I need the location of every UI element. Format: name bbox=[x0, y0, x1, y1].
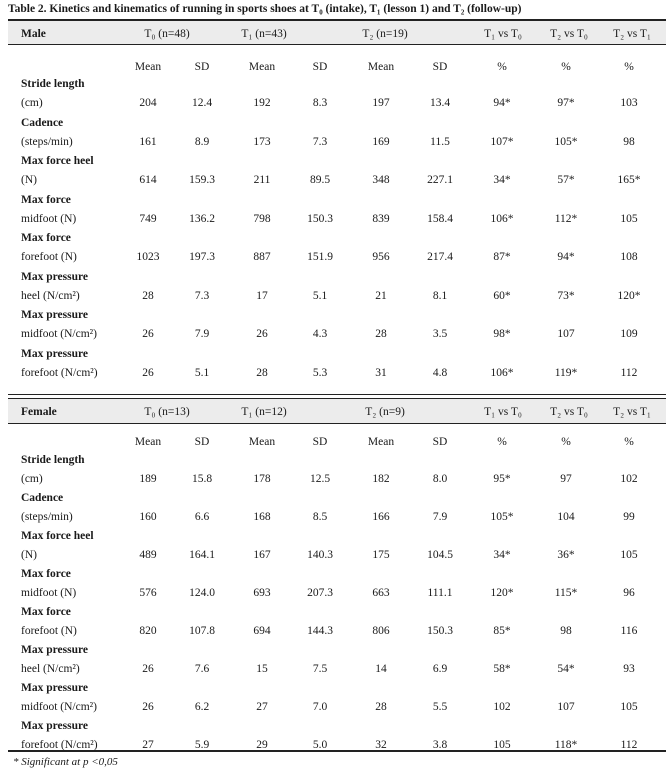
row-label-line: midfoot (N) bbox=[21, 587, 77, 599]
footnote: * Significant at p <0,05 bbox=[13, 756, 118, 768]
table-cell: 31 bbox=[375, 366, 387, 379]
table-cell: 217.4 bbox=[427, 251, 453, 263]
table-cell: 105* bbox=[490, 511, 514, 523]
row-label bbox=[21, 527, 141, 565]
column-subheader: SD bbox=[194, 61, 210, 73]
row-label-line: Max pressure bbox=[21, 682, 88, 694]
table-cell: 107* bbox=[490, 135, 514, 148]
table-cell: 13.4 bbox=[429, 97, 451, 109]
table-cell: 54* bbox=[557, 663, 575, 675]
column-group-header: T₁ (n=12) bbox=[241, 406, 287, 418]
table-cell: 57* bbox=[557, 174, 575, 186]
table-cell: 89.5 bbox=[309, 174, 331, 186]
table-cell: 140.3 bbox=[307, 549, 333, 561]
column-subheader: SD bbox=[312, 436, 328, 448]
row-label-line: Max force bbox=[21, 606, 71, 618]
column-subheader: Mean bbox=[248, 436, 276, 448]
table-cell: 26 bbox=[142, 366, 154, 379]
table-cell: 5.0 bbox=[312, 739, 328, 751]
table-cell: 118* bbox=[554, 739, 578, 751]
row-label-line: Max pressure bbox=[21, 347, 88, 360]
table-cell: 17 bbox=[256, 289, 268, 302]
table-cell: 614 bbox=[139, 174, 157, 186]
table-cell: 189 bbox=[139, 473, 157, 485]
column-subheader: % bbox=[561, 61, 571, 73]
row-label-line: midfoot (N/cm²) bbox=[21, 328, 97, 340]
row-label-line: heel (N/cm²) bbox=[21, 289, 80, 302]
table-cell: 6.2 bbox=[194, 701, 210, 713]
row-label bbox=[21, 345, 141, 383]
table-cell: 105 bbox=[620, 701, 638, 713]
table-cell: 124.0 bbox=[189, 587, 215, 599]
table-cell: 8.9 bbox=[194, 135, 210, 148]
column-subheader: Mean bbox=[367, 61, 395, 73]
table-cell: 169 bbox=[372, 135, 390, 148]
table-cell: 144.3 bbox=[307, 625, 333, 637]
table-cell: 7.3 bbox=[312, 135, 328, 148]
row-label-line: Max pressure bbox=[21, 720, 88, 732]
table-cell: 104.5 bbox=[427, 549, 453, 561]
table-cell: 150.3 bbox=[427, 625, 453, 637]
table-cell: 348 bbox=[372, 174, 390, 186]
table-cell: 749 bbox=[139, 212, 157, 225]
table-cell: 94* bbox=[493, 97, 511, 109]
table-cell: 102 bbox=[620, 473, 638, 485]
table-cell: 26 bbox=[142, 701, 154, 713]
row-label-line: Max force heel bbox=[21, 530, 94, 542]
row-label-line: (cm) bbox=[21, 97, 43, 109]
table-cell: 694 bbox=[253, 625, 271, 637]
table-cell: 5.1 bbox=[312, 289, 328, 302]
table-cell: 119* bbox=[554, 366, 578, 379]
table-cell: 105 bbox=[493, 739, 511, 751]
table-cell: 105* bbox=[554, 135, 578, 148]
table-cell: 29 bbox=[256, 739, 268, 751]
male-header-rule bbox=[8, 44, 666, 45]
table-cell: 28 bbox=[142, 289, 154, 302]
row-label bbox=[21, 603, 141, 641]
table-cell: 106* bbox=[490, 366, 514, 379]
table-cell: 204 bbox=[139, 97, 157, 109]
column-group-header: T₂ vs T₀ bbox=[550, 28, 588, 40]
table-cell: 5.5 bbox=[432, 701, 448, 713]
table-cell: 6.6 bbox=[194, 511, 210, 523]
row-label-line: midfoot (N) bbox=[21, 212, 77, 225]
row-label-line: Max force heel bbox=[21, 155, 94, 167]
table-cell: 197.3 bbox=[189, 251, 215, 263]
row-label bbox=[21, 717, 141, 755]
row-label-line: (steps/min) bbox=[21, 135, 73, 148]
row-label-line: forefoot (N) bbox=[21, 625, 77, 637]
table-cell: 108 bbox=[620, 251, 638, 263]
column-group-header: T₁ (n=43) bbox=[241, 28, 287, 40]
table-cell: 164.1 bbox=[189, 549, 215, 561]
row-label bbox=[21, 152, 141, 190]
row-label-line: Stride length bbox=[21, 454, 85, 466]
table-cell: 93 bbox=[623, 663, 635, 675]
table-cell: 576 bbox=[139, 587, 157, 599]
table-cell: 103 bbox=[620, 97, 638, 109]
table-cell: 8.5 bbox=[312, 511, 328, 523]
female-header-rule bbox=[8, 423, 666, 424]
row-label bbox=[21, 641, 141, 679]
column-subheader: SD bbox=[312, 61, 328, 73]
row-label-line: Max pressure bbox=[21, 270, 88, 283]
table-cell: 663 bbox=[372, 587, 390, 599]
row-label-line: (steps/min) bbox=[21, 511, 73, 523]
section-name: Male bbox=[21, 28, 46, 40]
table-cell: 6.9 bbox=[432, 663, 448, 675]
table-cell: 182 bbox=[372, 473, 390, 485]
table-cell: 26 bbox=[256, 328, 268, 340]
table-cell: 96 bbox=[623, 587, 635, 599]
table-cell: 107 bbox=[557, 701, 575, 713]
table-cell: 36* bbox=[557, 549, 575, 561]
column-group-header: T₂ (n=19) bbox=[362, 28, 408, 40]
table-cell: 120* bbox=[617, 289, 641, 302]
table-cell: 105 bbox=[620, 549, 638, 561]
table-cell: 106* bbox=[490, 212, 514, 225]
table-cell: 111.1 bbox=[427, 587, 453, 599]
table-cell: 7.5 bbox=[312, 663, 328, 675]
row-label-line: heel (N/cm²) bbox=[21, 663, 80, 675]
table-cell: 168 bbox=[253, 511, 271, 523]
table-cell: 175 bbox=[372, 549, 390, 561]
table-cell: 8.1 bbox=[432, 289, 448, 302]
row-label-line: (N) bbox=[21, 549, 37, 561]
table-cell: 99 bbox=[623, 511, 635, 523]
column-subheader: % bbox=[624, 436, 634, 448]
table-cell: 136.2 bbox=[189, 212, 215, 225]
column-subheader: SD bbox=[432, 436, 448, 448]
table-cell: 14 bbox=[375, 663, 387, 675]
column-subheader: Mean bbox=[134, 61, 162, 73]
table-cell: 109 bbox=[620, 328, 638, 340]
column-subheader: Mean bbox=[367, 436, 395, 448]
row-label bbox=[21, 229, 141, 267]
table-cell: 150.3 bbox=[307, 212, 333, 225]
column-subheader: SD bbox=[194, 436, 210, 448]
table-cell: 5.1 bbox=[194, 366, 210, 379]
column-subheader: % bbox=[497, 61, 507, 73]
row-label bbox=[21, 268, 141, 306]
table-cell: 158.4 bbox=[427, 212, 453, 225]
row-label bbox=[21, 679, 141, 717]
table-caption: Table 2. Kinetics and kinematics of running in sports shoes at T₀ (intake), T₁ (lesson 1) and T₂ (follow-up) bbox=[8, 3, 522, 15]
table-cell: 85* bbox=[493, 625, 511, 637]
table-cell: 4.3 bbox=[312, 328, 328, 340]
table-cell: 192 bbox=[253, 97, 271, 109]
table-cell: 28 bbox=[375, 328, 387, 340]
table-cell: 12.5 bbox=[309, 473, 331, 485]
table-cell: 161 bbox=[139, 135, 157, 148]
row-label-line: Max pressure bbox=[21, 309, 88, 321]
table-cell: 173 bbox=[253, 135, 271, 148]
table-cell: 8.3 bbox=[312, 97, 328, 109]
table-cell: 15 bbox=[256, 663, 268, 675]
table-cell: 167 bbox=[253, 549, 271, 561]
table-cell: 120* bbox=[490, 587, 514, 599]
table-cell: 956 bbox=[372, 251, 390, 263]
table-cell: 107 bbox=[557, 328, 575, 340]
male-bottom-rule bbox=[8, 394, 666, 395]
table-cell: 197 bbox=[372, 97, 390, 109]
table-cell: 98 bbox=[623, 135, 635, 148]
table-cell: 693 bbox=[253, 587, 271, 599]
column-group-header: T₂ (n=9) bbox=[365, 406, 405, 418]
table-cell: 5.9 bbox=[194, 739, 210, 751]
table-cell: 7.0 bbox=[312, 701, 328, 713]
table-cell: 5.3 bbox=[312, 366, 328, 379]
table-cell: 98 bbox=[560, 625, 572, 637]
table-cell: 160 bbox=[139, 511, 157, 523]
table-cell: 165* bbox=[617, 174, 641, 186]
table-cell: 11.5 bbox=[430, 135, 450, 148]
table-cell: 178 bbox=[253, 473, 271, 485]
table-cell: 97* bbox=[557, 97, 575, 109]
table-cell: 116 bbox=[620, 625, 638, 637]
table-cell: 8.0 bbox=[432, 473, 448, 485]
table-cell: 798 bbox=[253, 212, 271, 225]
section-name: Female bbox=[21, 406, 57, 418]
row-label-line: Cadence bbox=[21, 116, 64, 129]
row-label bbox=[21, 489, 141, 527]
row-label-line: Stride length bbox=[21, 78, 85, 90]
table-cell: 489 bbox=[139, 549, 157, 561]
table-cell: 887 bbox=[253, 251, 271, 263]
table-cell: 112* bbox=[554, 212, 578, 225]
table-cell: 7.3 bbox=[194, 289, 210, 302]
row-label-line: forefoot (N/cm²) bbox=[21, 739, 98, 751]
row-label-line: forefoot (N) bbox=[21, 251, 77, 263]
table-cell: 3.5 bbox=[432, 328, 448, 340]
column-subheader: SD bbox=[432, 61, 448, 73]
row-label-line: Max pressure bbox=[21, 644, 88, 656]
table-cell: 112 bbox=[620, 366, 638, 379]
row-label bbox=[21, 75, 141, 113]
table-cell: 58* bbox=[493, 663, 511, 675]
row-label bbox=[21, 114, 141, 152]
table-cell: 26 bbox=[142, 328, 154, 340]
table-cell: 21 bbox=[375, 289, 387, 302]
table-cell: 28 bbox=[256, 366, 268, 379]
table-cell: 227.1 bbox=[427, 174, 453, 186]
table-cell: 26 bbox=[142, 663, 154, 675]
row-label-line: midfoot (N/cm²) bbox=[21, 701, 97, 713]
table-cell: 34* bbox=[493, 549, 511, 561]
column-subheader: % bbox=[497, 436, 507, 448]
column-group-header: T₀ (n=13) bbox=[144, 406, 190, 418]
table-cell: 98* bbox=[493, 328, 511, 340]
column-subheader: % bbox=[624, 61, 634, 73]
table-cell: 105 bbox=[620, 212, 638, 225]
row-label-line: forefoot (N/cm²) bbox=[21, 366, 98, 379]
table-cell: 820 bbox=[139, 625, 157, 637]
table-cell: 102 bbox=[493, 701, 511, 713]
row-label-line: (cm) bbox=[21, 473, 43, 485]
table-cell: 3.8 bbox=[432, 739, 448, 751]
row-label-line: Max force bbox=[21, 568, 71, 580]
table-cell: 4.8 bbox=[432, 366, 448, 379]
column-group-header: T₀ (n=48) bbox=[144, 28, 190, 40]
table-cell: 12.4 bbox=[191, 97, 213, 109]
table-cell: 1023 bbox=[136, 251, 160, 263]
column-group-header: T₂ vs T₁ bbox=[613, 28, 651, 40]
table-cell: 28 bbox=[375, 701, 387, 713]
column-subheader: Mean bbox=[134, 436, 162, 448]
row-label bbox=[21, 306, 141, 344]
table-cell: 7.9 bbox=[194, 328, 210, 340]
column-subheader: % bbox=[561, 436, 571, 448]
table-cell: 151.9 bbox=[307, 251, 333, 263]
column-group-header: T₁ vs T₀ bbox=[484, 28, 522, 40]
table-cell: 806 bbox=[372, 625, 390, 637]
table-cell: 211 bbox=[253, 174, 271, 186]
table-cell: 34* bbox=[493, 174, 511, 186]
table-cell: 166 bbox=[372, 511, 390, 523]
row-label-line: (N) bbox=[21, 174, 37, 186]
table-cell: 7.6 bbox=[194, 663, 210, 675]
table-cell: 97 bbox=[560, 473, 572, 485]
table-cell: 112 bbox=[620, 739, 638, 751]
table-cell: 104 bbox=[557, 511, 575, 523]
row-label bbox=[21, 565, 141, 603]
table-cell: 107.8 bbox=[189, 625, 215, 637]
column-group-header: T₂ vs T₁ bbox=[613, 406, 651, 418]
table-cell: 95* bbox=[493, 473, 511, 485]
table-cell: 207.3 bbox=[307, 587, 333, 599]
table-cell: 73* bbox=[557, 289, 575, 302]
row-label bbox=[21, 451, 141, 489]
table-cell: 87* bbox=[493, 251, 511, 263]
column-group-header: T₁ vs T₀ bbox=[484, 406, 522, 418]
table-cell: 839 bbox=[372, 212, 390, 225]
row-label-line: Max force bbox=[21, 193, 71, 206]
table-cell: 15.8 bbox=[191, 473, 213, 485]
column-subheader: Mean bbox=[248, 61, 276, 73]
table-cell: 115* bbox=[554, 587, 578, 599]
table-cell: 27 bbox=[256, 701, 268, 713]
table-cell: 94* bbox=[557, 251, 575, 263]
table-cell: 60* bbox=[493, 289, 511, 302]
row-label-line: Max force bbox=[21, 232, 71, 244]
row-label bbox=[21, 191, 141, 229]
column-group-header: T₂ vs T₀ bbox=[550, 406, 588, 418]
table-cell: 32 bbox=[375, 739, 387, 751]
table-cell: 7.9 bbox=[432, 511, 448, 523]
table-cell: 159.3 bbox=[189, 174, 215, 186]
row-label-line: Cadence bbox=[21, 492, 64, 504]
table-cell: 27 bbox=[142, 739, 154, 751]
